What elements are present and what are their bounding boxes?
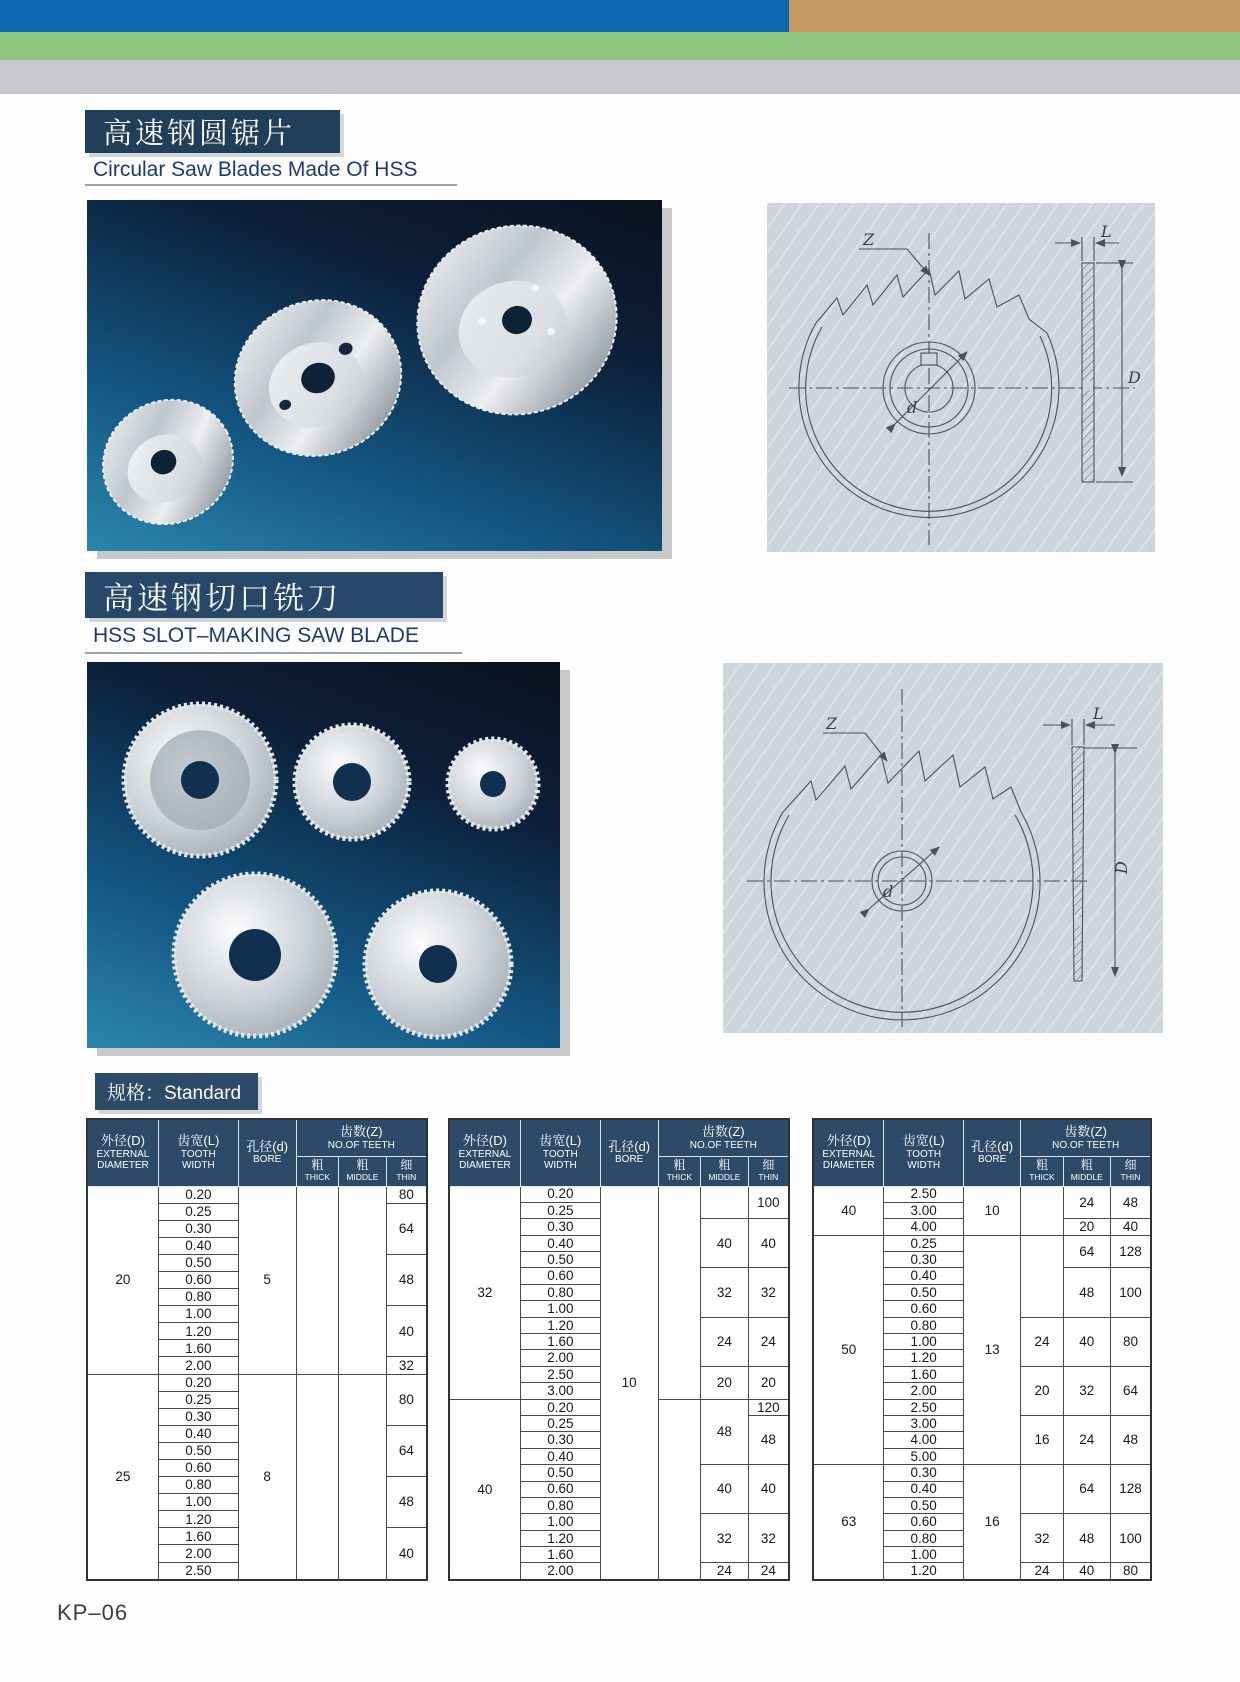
tooth-width-cell: 4.00 (884, 1432, 963, 1448)
teeth-thin-cell: 80 (386, 1374, 427, 1425)
tooth-width-cell: 0.80 (158, 1477, 238, 1494)
tooth-width-cell: 0.80 (158, 1289, 238, 1306)
blade-medium (213, 277, 424, 479)
tooth-width-cell: 1.20 (884, 1350, 963, 1366)
teeth-middle-cell: 40 (1063, 1317, 1110, 1366)
teeth-thick-cell: 16 (1021, 1415, 1063, 1464)
section1-technical-diagram (767, 203, 1155, 552)
label-z: Z (863, 230, 875, 249)
diameter-cell: 63 (813, 1465, 884, 1580)
bore-cell: 5 (238, 1186, 296, 1374)
spec-table-3 (812, 1118, 1152, 1581)
diameter-cell: 40 (449, 1399, 520, 1580)
tooth-width-cell: 1.60 (884, 1366, 963, 1382)
tooth-width-cell: 0.40 (158, 1425, 238, 1442)
keyway (921, 353, 937, 365)
teeth-middle-cell: 48 (1063, 1514, 1110, 1563)
bore-cell: 8 (238, 1374, 296, 1580)
header-thin: 细 THIN (748, 1156, 789, 1186)
header-width: 齿宽(L) TOOTH WIDTH (158, 1119, 238, 1186)
teeth-thick-cell: 32 (1021, 1514, 1063, 1563)
tooth-width-cell: 0.80 (520, 1497, 600, 1513)
tooth-width-cell: 0.50 (158, 1254, 238, 1271)
teeth-middle-cell: 40 (701, 1219, 749, 1268)
teeth-thin-cell: 24 (748, 1317, 789, 1366)
tooth-width-cell: 0.20 (520, 1399, 600, 1415)
spec-standard-label (95, 1073, 258, 1110)
disc-medium-top (295, 725, 409, 839)
header-teeth: 齿数(Z) NO.OF TEETH (658, 1119, 789, 1156)
teeth-thin-cell: 100 (1110, 1514, 1151, 1563)
teeth-middle-cell: 20 (701, 1366, 749, 1399)
tooth-width-cell: 0.20 (158, 1374, 238, 1391)
teeth-thin-cell: 40 (1110, 1219, 1151, 1235)
tooth-width-cell: 0.30 (158, 1408, 238, 1425)
diameter-cell: 50 (813, 1235, 884, 1464)
label-d: d (907, 398, 918, 417)
tooth-width-cell: 3.00 (520, 1383, 600, 1399)
teeth-middle-cell: 24 (701, 1317, 749, 1366)
top-bar-tan (789, 0, 1240, 32)
table-row (87, 1186, 427, 1203)
spec-standard-text: 规格：Standard (107, 1083, 242, 1104)
tooth-width-cell: 1.20 (158, 1323, 238, 1340)
section1-subtitle: Circular Saw Blades Made Of HSS (93, 158, 418, 181)
tooth-width-cell: 0.40 (884, 1481, 963, 1497)
teeth-thick-cell (296, 1374, 339, 1580)
teeth-thin-cell: 48 (1110, 1415, 1151, 1464)
teeth-thick-cell (658, 1399, 701, 1580)
tooth-width-cell: 2.50 (158, 1562, 238, 1580)
teeth-middle-cell: 24 (1063, 1415, 1110, 1464)
top-bar-gray (0, 60, 1240, 94)
tooth-width-cell: 4.00 (884, 1219, 963, 1235)
teeth-thin-cell: 40 (386, 1306, 427, 1357)
tooth-width-cell: 1.60 (158, 1528, 238, 1545)
label-big-d: D (1128, 368, 1141, 387)
disc-medium-bottom (365, 891, 511, 1037)
bore-cell: 16 (963, 1465, 1020, 1580)
table-header (813, 1119, 1151, 1186)
diameter-cell: 32 (449, 1186, 520, 1399)
header-width: 齿宽(L) TOOTH WIDTH (884, 1119, 963, 1186)
bore-hole (419, 945, 457, 983)
teeth-thin-cell: 32 (386, 1357, 427, 1374)
tooth-width-cell: 0.25 (884, 1235, 963, 1251)
tooth-width-cell: 0.25 (158, 1203, 238, 1220)
section2-title-box (85, 572, 443, 618)
teeth-thin-cell: 40 (748, 1219, 789, 1268)
bore-dimension-arrow (869, 847, 939, 909)
teeth-thin-cell: 48 (386, 1477, 427, 1528)
teeth-middle-cell: 32 (1063, 1366, 1110, 1415)
section1-title-box (85, 110, 340, 153)
tooth-width-cell: 2.50 (884, 1399, 963, 1415)
teeth-thick-cell: 24 (1021, 1563, 1063, 1580)
tooth-width-cell: 0.80 (520, 1284, 600, 1300)
tooth-width-cell: 2.00 (884, 1383, 963, 1399)
header-teeth: 齿数(Z) NO.OF TEETH (296, 1119, 427, 1156)
saw-blades-photo-art (87, 200, 662, 551)
tooth-width-cell: 0.25 (520, 1415, 600, 1431)
tooth-width-cell: 0.40 (520, 1448, 600, 1464)
label-l: L (1093, 704, 1104, 723)
bore-hole (480, 771, 506, 797)
teeth-middle-cell: 32 (701, 1268, 749, 1317)
tooth-width-cell: 0.60 (884, 1514, 963, 1530)
teeth-thin-cell: 64 (386, 1425, 427, 1476)
tooth-width-cell: 0.25 (520, 1202, 600, 1218)
header-teeth: 齿数(Z) NO.OF TEETH (1021, 1119, 1151, 1156)
table-row (813, 1465, 1151, 1481)
bore-cell: 13 (963, 1235, 1020, 1464)
teeth-thin-cell: 100 (748, 1186, 789, 1219)
teeth-middle-cell: 40 (701, 1465, 749, 1514)
table-row (813, 1186, 1151, 1202)
section1-title: 高速钢圆锯片 (103, 118, 296, 150)
teeth-thin-cell: 80 (1110, 1563, 1151, 1580)
teeth-thin-cell: 32 (748, 1268, 789, 1317)
tooth-width-cell: 3.00 (884, 1202, 963, 1218)
teeth-thick-cell: 20 (1021, 1366, 1063, 1415)
spec-table-2 (448, 1118, 790, 1581)
teeth-middle-cell: 64 (1063, 1465, 1110, 1514)
table-row (813, 1235, 1151, 1251)
tooth-width-cell: 0.60 (884, 1301, 963, 1317)
teeth-thick-cell (1021, 1235, 1063, 1317)
header-diameter: 外径(D) EXTERNAL DIAMETER (87, 1119, 158, 1186)
section1-product-photo (87, 200, 662, 551)
header-diameter: 外径(D) EXTERNAL DIAMETER (813, 1119, 884, 1186)
tooth-width-cell: 0.30 (884, 1465, 963, 1481)
teeth-thin-cell: 100 (1110, 1268, 1151, 1317)
section2-product-photo (87, 662, 560, 1048)
label-l: L (1101, 222, 1112, 241)
section-bar (1082, 263, 1094, 482)
section-bar (1072, 747, 1084, 981)
teeth-thin-cell: 128 (1110, 1235, 1151, 1268)
header-bore: 孔径(d) BORE (238, 1119, 296, 1186)
teeth-middle-cell: 64 (1063, 1235, 1110, 1268)
tooth-width-cell: 0.30 (158, 1220, 238, 1237)
header-thick: 粗 THICK (296, 1156, 339, 1186)
bore-hole (229, 929, 281, 981)
tooth-width-cell: 1.20 (520, 1317, 600, 1333)
tooth-width-cell: 0.50 (520, 1465, 600, 1481)
teeth-thin-cell: 128 (1110, 1465, 1151, 1514)
teeth-thick-cell: 24 (1021, 1317, 1063, 1366)
section2-title: 高速钢切口铣刀 (103, 580, 341, 616)
bore-cell: 10 (600, 1186, 658, 1580)
tooth-width-cell: 2.50 (520, 1366, 600, 1382)
blade-drawing (767, 203, 1155, 552)
header-thin: 细 THIN (1110, 1156, 1151, 1186)
section2-subtitle: HSS SLOT–MAKING SAW BLADE (93, 624, 419, 647)
label-z: Z (826, 714, 838, 733)
tooth-width-cell: 0.40 (884, 1268, 963, 1284)
section2-underline (85, 652, 462, 654)
teeth-thin-cell: 32 (748, 1514, 789, 1563)
label-big-d: D (1112, 861, 1131, 874)
teeth-middle-cell (701, 1186, 749, 1219)
teeth-thin-cell: 40 (748, 1465, 789, 1514)
teeth-middle-cell: 32 (701, 1514, 749, 1563)
bore-cell: 10 (963, 1186, 1020, 1235)
header-middle: 粗 MIDDLE (1063, 1156, 1110, 1186)
label-d: d (883, 882, 894, 901)
tooth-width-cell: 0.20 (520, 1186, 600, 1202)
disc-small-top (448, 739, 538, 829)
tooth-width-cell: 1.20 (884, 1563, 963, 1580)
tooth-width-cell: 0.30 (520, 1219, 600, 1235)
tooth-width-cell: 0.60 (520, 1268, 600, 1284)
teeth-thin-cell: 64 (386, 1203, 427, 1254)
teeth-thin-cell: 64 (1110, 1366, 1151, 1415)
teeth-thin-cell: 24 (748, 1563, 789, 1580)
tooth-width-cell: 1.20 (158, 1511, 238, 1528)
header-thick: 粗 THICK (658, 1156, 701, 1186)
teeth-thick-cell (1021, 1186, 1063, 1235)
teeth-thin-cell: 120 (748, 1399, 789, 1415)
teeth-middle-cell (339, 1374, 387, 1580)
tooth-width-cell: 1.00 (884, 1334, 963, 1350)
teeth-thick-cell (296, 1186, 339, 1374)
table-header (87, 1119, 427, 1186)
teeth-thick-cell (658, 1186, 701, 1399)
tooth-width-cell: 1.00 (884, 1547, 963, 1563)
teeth-thin-cell: 20 (748, 1366, 789, 1399)
header-width: 齿宽(L) TOOTH WIDTH (520, 1119, 600, 1186)
diameter-cell: 25 (87, 1374, 158, 1580)
teeth-middle-cell: 48 (701, 1399, 749, 1465)
page-number: KP–06 (57, 1600, 129, 1625)
tooth-width-cell: 0.60 (158, 1271, 238, 1288)
teeth-thin-cell: 48 (748, 1415, 789, 1464)
tooth-width-cell: 0.25 (158, 1391, 238, 1408)
tooth-width-cell: 2.00 (158, 1545, 238, 1562)
teeth-leader (859, 249, 929, 275)
teeth-middle-cell: 48 (1063, 1268, 1110, 1317)
header-bore: 孔径(d) BORE (963, 1119, 1020, 1186)
tooth-width-cell: 0.60 (520, 1481, 600, 1497)
table-header (449, 1119, 789, 1186)
teeth-leader (823, 733, 887, 761)
tooth-width-cell: 1.60 (520, 1334, 600, 1350)
tooth-width-cell: 1.00 (520, 1301, 600, 1317)
top-bar-blue (0, 0, 789, 32)
diameter-cell: 40 (813, 1186, 884, 1235)
slot-blade-drawing (723, 663, 1163, 1033)
header-middle: 粗 MIDDLE (701, 1156, 749, 1186)
teeth-thin-cell: 48 (386, 1254, 427, 1305)
teeth-middle-cell: 40 (1063, 1563, 1110, 1580)
header-thin: 细 THIN (386, 1156, 427, 1186)
tooth-width-cell: 1.20 (520, 1530, 600, 1546)
tooth-width-cell: 0.30 (520, 1432, 600, 1448)
header-middle: 粗 MIDDLE (339, 1156, 387, 1186)
blade-large (396, 203, 638, 436)
table-row (449, 1186, 789, 1202)
tooth-width-cell: 1.60 (158, 1340, 238, 1357)
bore-hole (333, 763, 371, 801)
tooth-width-cell: 2.00 (520, 1563, 600, 1580)
tooth-width-cell: 2.00 (520, 1350, 600, 1366)
tooth-width-cell: 0.40 (520, 1235, 600, 1251)
blade-small (87, 377, 255, 547)
tooth-width-cell: 3.00 (884, 1415, 963, 1431)
tooth-width-cell: 5.00 (884, 1448, 963, 1464)
tooth-width-cell: 0.50 (884, 1284, 963, 1300)
bore-hole (181, 761, 219, 799)
header-thick: 粗 THICK (1021, 1156, 1063, 1186)
teeth-thick-cell (1021, 1465, 1063, 1514)
tooth-width-cell: 1.00 (158, 1494, 238, 1511)
teeth-middle-cell: 20 (1063, 1219, 1110, 1235)
tooth-width-cell: 0.20 (158, 1186, 238, 1203)
teeth-middle-cell: 24 (1063, 1186, 1110, 1219)
table-row (87, 1374, 427, 1391)
teeth-middle-cell (339, 1186, 387, 1374)
top-bar-green (0, 32, 1240, 60)
tooth-width-cell: 1.00 (520, 1514, 600, 1530)
header-diameter: 外径(D) EXTERNAL DIAMETER (449, 1119, 520, 1186)
teeth-thin-cell: 80 (1110, 1317, 1151, 1366)
tooth-width-cell: 1.60 (520, 1547, 600, 1563)
spec-table-1 (86, 1118, 428, 1581)
disc-large-recessed (124, 704, 276, 856)
tooth-width-cell: 0.30 (884, 1252, 963, 1268)
tooth-width-cell: 2.50 (884, 1186, 963, 1202)
header-bore: 孔径(d) BORE (600, 1119, 658, 1186)
disc-large-bottom (174, 874, 336, 1036)
teeth-middle-cell: 24 (701, 1563, 749, 1580)
tooth-width-cell: 0.80 (884, 1530, 963, 1546)
teeth-thin-cell: 80 (386, 1186, 427, 1203)
tooth-width-cell: 0.50 (158, 1442, 238, 1459)
diameter-cell: 20 (87, 1186, 158, 1374)
tooth-width-cell: 0.80 (884, 1317, 963, 1333)
section2-technical-diagram (723, 663, 1163, 1033)
slot-blades-photo-art (87, 662, 560, 1048)
tooth-width-cell: 2.00 (158, 1357, 238, 1374)
tooth-width-cell: 1.00 (158, 1306, 238, 1323)
tooth-width-cell: 0.60 (158, 1460, 238, 1477)
teeth-thin-cell: 40 (386, 1528, 427, 1580)
teeth-profile (816, 269, 1047, 333)
tooth-width-cell: 0.50 (884, 1497, 963, 1513)
section1-underline (85, 184, 457, 186)
teeth-thin-cell: 48 (1110, 1186, 1151, 1219)
tooth-width-cell: 0.50 (520, 1252, 600, 1268)
tooth-width-cell: 0.40 (158, 1237, 238, 1254)
